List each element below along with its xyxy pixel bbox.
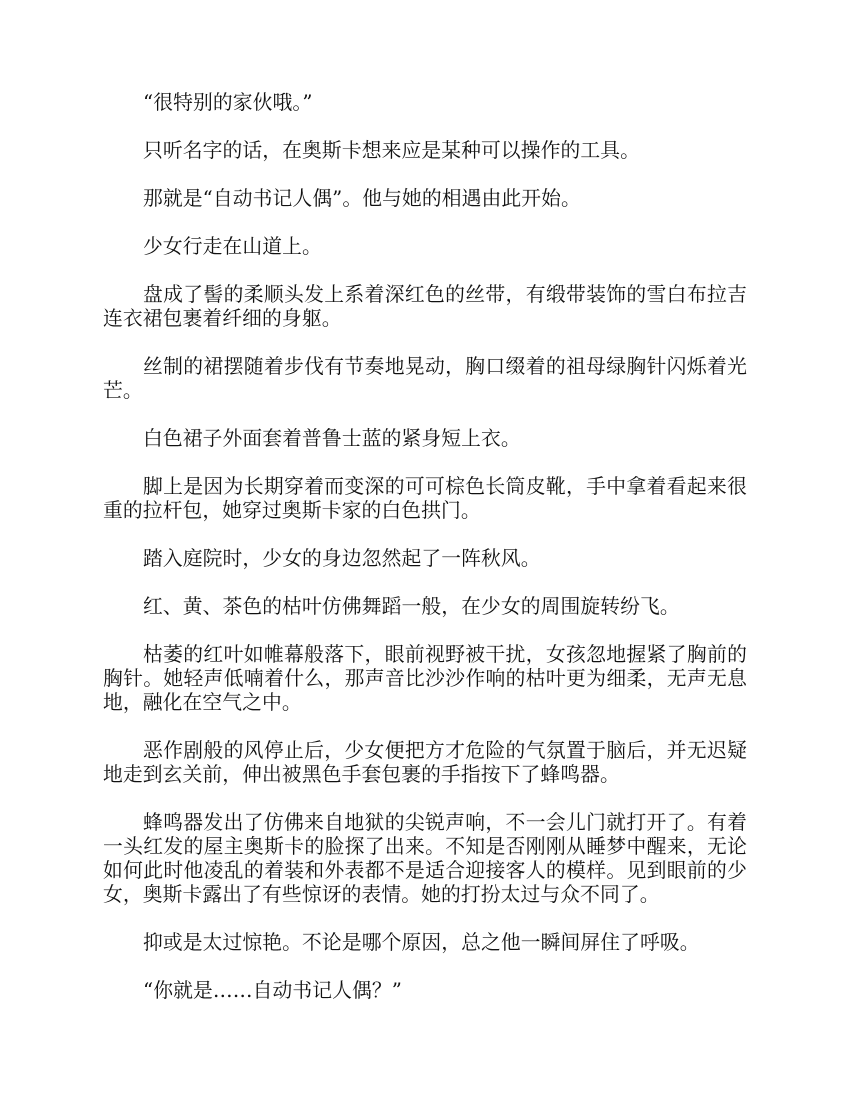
paragraph: 红、黄、茶色的枯叶仿佛舞蹈一般，在少女的周围旋转纷飞。 — [143, 595, 680, 618]
paragraph: 恶作剧般的风停止后，少女便把方才危险的气氛置于脑后，并无迟疑地走到玄关前，伸出被黑色手套包裹的手指按下了蜂鸣器。 — [103, 739, 747, 786]
paragraph: 抑或是太过惊艳。不论是哪个原因，总之他一瞬间屏住了呼吸。 — [143, 931, 700, 954]
paragraph: 白色裙子外面套着普鲁士蓝的紧身短上衣。 — [143, 427, 521, 450]
paragraph: 踏入庭院时，少女的身边忽然起了一阵秋风。 — [143, 547, 541, 570]
paragraph: 枯萎的红叶如帷幕般落下，眼前视野被干扰，女孩忽地握紧了胸前的胸针。她轻声低喃着什么，那声音比沙沙作响的枯叶更为细柔，无声无息地，融化在空气之中。 — [103, 643, 747, 714]
paragraph: 只听名字的话，在奥斯卡想来应是某种可以操作的工具。 — [143, 139, 641, 162]
paragraph: 蜂鸣器发出了仿佛来自地狱的尖锐声响，不一会儿门就打开了。有着一头红发的屋主奥斯卡的脸探了出来。不知是否刚刚从睡梦中醒来，无论如何此时他凌乱的着装和外表都不是适合迎接客人的模样。见到眼前的少女，奥斯卡露出了有些惊讶的表情。她的打扮太过与众不同了。 — [103, 811, 747, 906]
paragraph: 盘成了髻的柔顺头发上系着深红色的丝带，有缎带装饰的雪白布拉吉连衣裙包裹着纤细的身躯。 — [103, 283, 747, 330]
paragraph: 丝制的裙摆随着步伐有节奏地晃动，胸口缀着的祖母绿胸针闪烁着光芒。 — [103, 355, 747, 402]
paragraph: “很特别的家伙哦。” — [143, 91, 313, 114]
paragraph: 少女行走在山道上。 — [143, 235, 322, 258]
paragraph: 那就是“自动书记人偶”。他与她的相遇由此开始。 — [143, 187, 581, 210]
paragraph: 脚上是因为长期穿着而变深的可可棕色长筒皮靴，手中拿着看起来很重的拉杆包，她穿过奥斯卡家的白色拱门。 — [103, 475, 747, 522]
paragraph: “你就是……自动书记人偶？” — [143, 979, 403, 1002]
document-body — [103, 91, 747, 1027]
